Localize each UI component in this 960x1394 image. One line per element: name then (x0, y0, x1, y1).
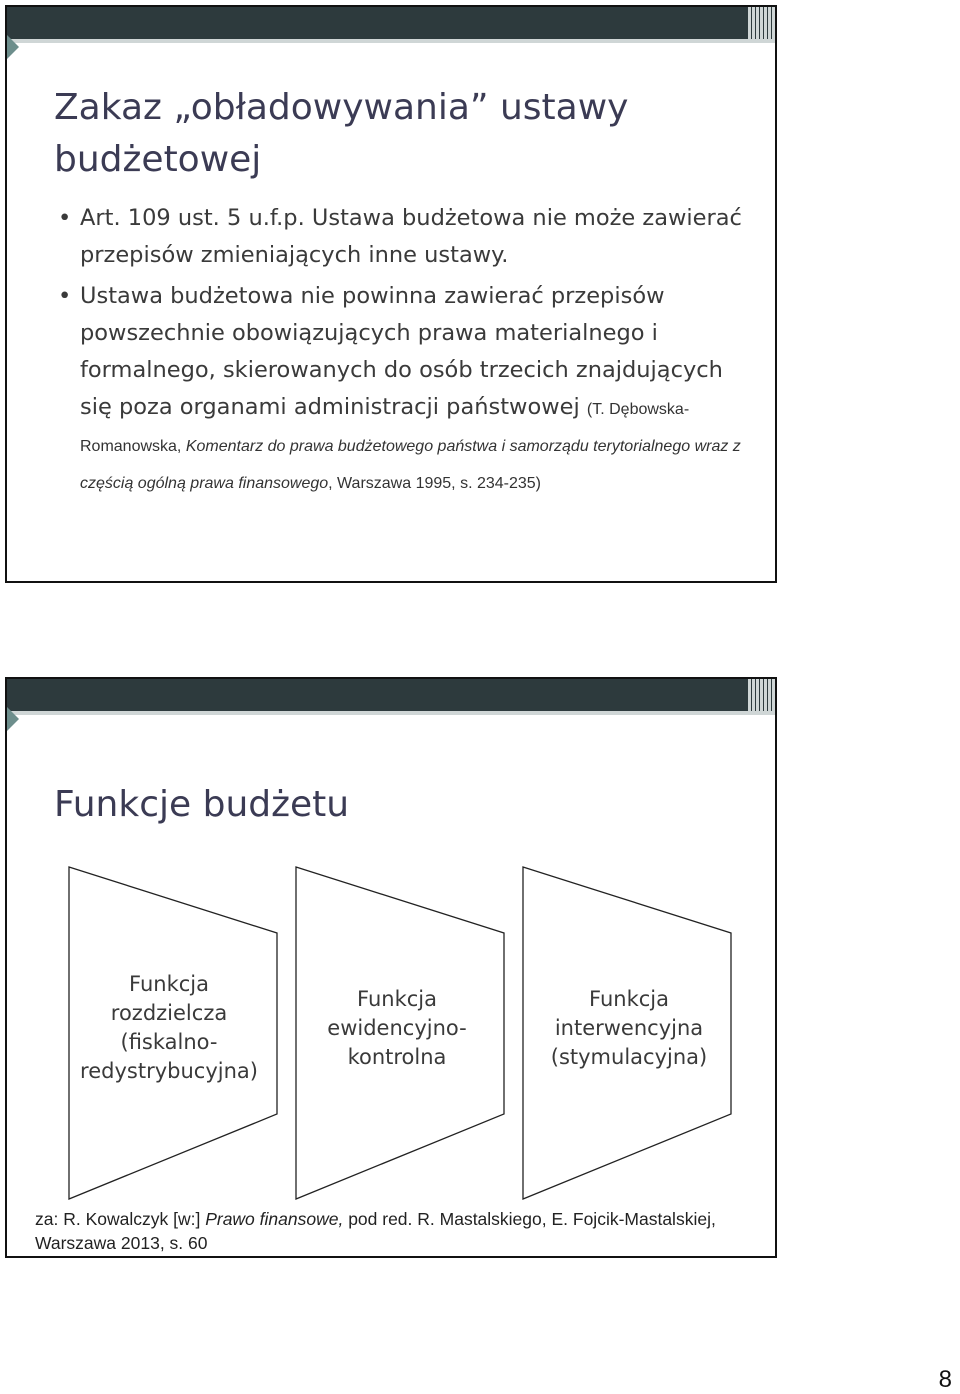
slide-budget-functions (5, 677, 777, 1258)
function-label-distributive: Funkcja rozdzielcza (fiskalno-redystrybucyjna) (80, 972, 258, 1083)
function-label-control: Funkcja ewidencyjno-kontrolna (327, 987, 467, 1069)
citation-author: (T. Dębowska-Romanowska, (80, 401, 690, 455)
citation-details: , Warszawa 1995, s. 234-235) (328, 475, 541, 492)
slide-title: Funkcje budżetu (54, 784, 350, 825)
source-book-title: Prawo finansowe, (205, 1209, 344, 1229)
page-number: 8 (938, 1366, 952, 1393)
bullet-icon: • (58, 283, 72, 309)
header-grid-decoration (747, 7, 775, 39)
source-note (35, 1207, 755, 1255)
bullet-item (54, 278, 744, 500)
slide-budget-overloading (5, 5, 777, 583)
citation-work-title: Komentarz do prawa budżetowego państwa i samorządu terytorialnego wraz z częścią ogólną prawa finansowego (80, 438, 741, 492)
header-arrow-icon (7, 35, 19, 59)
bullet-list (54, 200, 744, 500)
bullet-text: Art. 109 ust. 5 u.f.p. Ustawa budżetowa nie może zawierać przepisów zmieniających inne ustawy. (80, 205, 742, 268)
slide-title: Zakaz „obładowywania” ustawy budżetowej (54, 87, 629, 180)
source-author: za: R. Kowalczyk [w:] (35, 1209, 206, 1229)
bullet-item (54, 200, 744, 274)
functions-diagram (7, 679, 775, 1256)
source-details: pod red. R. Mastalskiego, E. Fojcik-Mastalskiej, Warszawa 2013, s. 60 (35, 1209, 716, 1253)
bullet-text: Ustawa budżetowa nie powinna zawierać przepisów powszechnie obowiązujących prawa materialnego i formalnego, skierowanych do osób trzecich znajdujących się poza organami administracji państwowej (80, 283, 723, 420)
function-label-interventional: Funkcja interwencyjna (stymulacyjna) (550, 987, 708, 1069)
bullet-icon: • (58, 205, 72, 231)
slide-header-bar (7, 7, 775, 43)
